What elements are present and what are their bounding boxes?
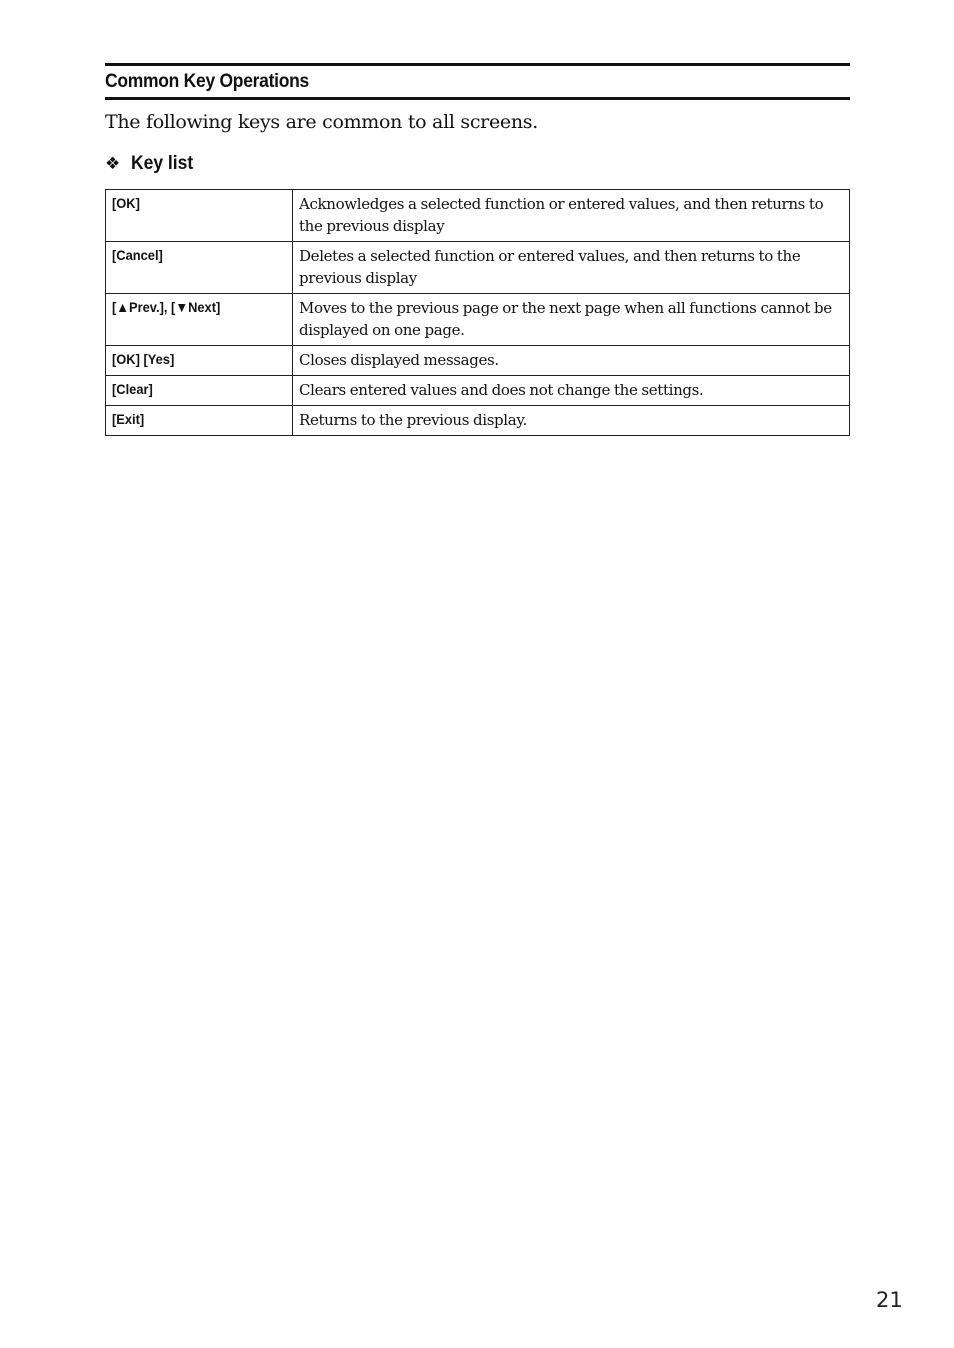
description-cell: Closes displayed messages. [293, 346, 850, 376]
key-cell [106, 376, 293, 406]
intro-text: The following keys are common to all screens. [105, 111, 538, 133]
key-label: [▲Prev.], [▼Next] [112, 299, 221, 315]
key-cell [106, 406, 293, 436]
table-row [106, 376, 850, 406]
description-cell: Deletes a selected function or entered values, and then returns to the previous display [293, 242, 850, 294]
table-row [106, 346, 850, 376]
key-label: [Clear] [112, 381, 153, 397]
key-list-title: Key list [131, 153, 194, 174]
four-diamond-bullet-icon: ❖ [105, 154, 121, 174]
key-label: [Cancel] [112, 247, 163, 263]
table-row [106, 190, 850, 242]
key-cell [106, 346, 293, 376]
table-row [106, 406, 850, 436]
key-list-heading [105, 152, 850, 176]
section-heading [105, 63, 850, 100]
key-label: [OK] [112, 195, 140, 211]
key-cell [106, 294, 293, 346]
description-cell: Clears entered values and does not change the settings. [293, 376, 850, 406]
table-row [106, 294, 850, 346]
table-row [106, 242, 850, 294]
key-list-table [105, 189, 850, 436]
key-label: [Exit] [112, 411, 145, 427]
description-cell: Returns to the previous display. [293, 406, 850, 436]
page-content [105, 63, 850, 436]
key-cell [106, 190, 293, 242]
page-number: 21 [876, 1288, 903, 1312]
key-cell [106, 242, 293, 294]
description-cell: Moves to the previous page or the next page when all functions cannot be displayed on one page. [293, 294, 850, 346]
description-cell: Acknowledges a selected function or entered values, and then returns to the previous display [293, 190, 850, 242]
key-label: [OK] [Yes] [112, 351, 175, 367]
section-title: Common Key Operations [105, 70, 310, 92]
